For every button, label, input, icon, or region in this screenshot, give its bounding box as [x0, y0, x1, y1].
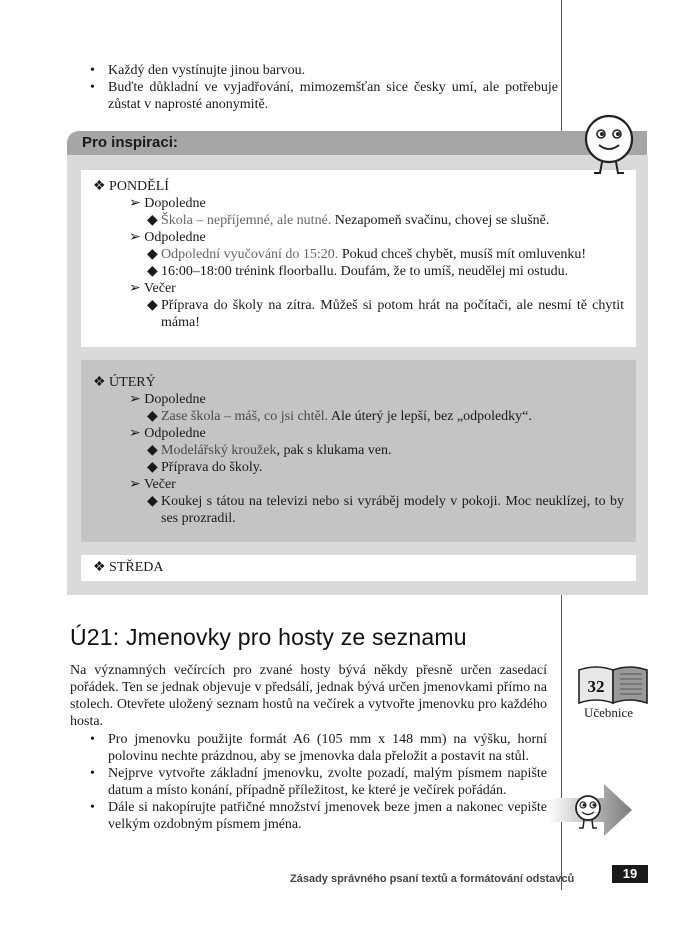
time-heading: ➢ Večer [129, 477, 176, 492]
activity-item: ◆ Příprava do školy na zítra. Můžeš si potom hrát na počítači, ale nesmí tě chytit máma! [147, 298, 624, 330]
intro-paragraph: Na významných večírcích pro zvané hosty bývá někdy přesně určen zasedací pořádek. Ten se jednak objevuje v předsálí, jednak bývá určen jmenovkami přímo na stolech. Otevřete uložený seznam hostů na večírek a vytvořte jmenovku pro každého hosta. [70, 663, 547, 729]
time-heading: ➢ Odpoledne [129, 426, 206, 441]
activity-item: ◆ Koukej s tátou na televizi nebo si vyráběj modely v pokoji. Moc neuklízej, to by ses prozradil. [147, 494, 624, 526]
list-item: • Pro jmenovku použijte formát A6 (105 mm x 148 mm) na výšku, horní polovinu nechte prázdnou, aby se jmenovka dala přeložit a postavit na stůl. [88, 731, 547, 765]
activity-item: ◆ Odpolední vyučování do 15:20. Pokud chceš chybět, musíš mít omluvenku! [147, 247, 587, 262]
monday-panel [81, 170, 636, 347]
top-bullet-list [88, 62, 558, 113]
next-arrow-mascot-icon [548, 782, 634, 838]
book-number: 32 [587, 677, 605, 696]
activity-item: ◆ 16:00–18:00 trénink floorballu. Doufám, že to umíš, neudělej mi ostudu. [147, 264, 569, 279]
page-number: 19 [612, 865, 648, 883]
footer-chapter-title: Zásady správného psaní textů a formátování odstavců [290, 873, 575, 885]
activity-item: ◆ Zase škola – máš, co jsi chtěl. Ale úterý je lepší, bez „odpoledky“. [147, 409, 532, 424]
activity-item: ◆ Škola – nepříjemné, ale nutné. Nezapomeň svačinu, chovej se slušně. [147, 213, 550, 228]
section-heading: Ú21: Jmenovky pro hosty ze seznamu [70, 624, 467, 650]
activity-item: ◆ Příprava do školy. [147, 460, 263, 475]
time-heading: ➢ Odpoledne [129, 230, 206, 245]
diamond-bullet-icon: ◆ [147, 213, 158, 228]
smiley-mascot-icon [576, 113, 642, 179]
time-heading: ➢ Dopoledne [129, 196, 206, 211]
diamond-bullet-icon: ◆ [147, 494, 158, 509]
day-heading-tuesday: ❖ ÚTERÝ [93, 375, 156, 390]
inspiration-title: Pro inspiraci: [82, 134, 178, 151]
diamond-bullet-icon: ◆ [147, 247, 158, 262]
list-item: • Nejprve vytvořte základní jmenovku, zvolte pozadí, malým písmem napište datum a místo konání, případně příležitost, ke které je večírek pořádán. [88, 765, 547, 799]
wednesday-panel [81, 555, 636, 581]
activity-item: ◆ Modelářský kroužek, pak s klukama ven. [147, 443, 392, 458]
time-heading: ➢ Dopoledne [129, 392, 206, 407]
textbook-icon [576, 665, 650, 705]
time-heading: ➢ Večer [129, 281, 176, 296]
diamond-bullet-icon: ◆ [147, 264, 158, 279]
list-item: • Buďte důkladní ve vyjadřování, mimozemšťan sice česky umí, ale potřebuje zůstat v naprosté anonymitě. [88, 79, 558, 113]
diamond-bullet-icon: ◆ [147, 298, 158, 313]
book-label: Učebnice [584, 705, 634, 720]
list-item: • Dále si nakopírujte patřičné množství jmenovek beze jmen a nakonec vepište velkým ozdobným písmem jména. [88, 799, 547, 833]
list-item: • Každý den vystínujte jinou barvou. [88, 62, 558, 79]
diamond-bullet-icon: ◆ [147, 409, 158, 424]
diamond-bullet-icon: ◆ [147, 460, 158, 475]
day-heading-monday: ❖ PONDĚLÍ [93, 179, 169, 194]
task-bullet-list [88, 731, 547, 833]
diamond-bullet-icon: ◆ [147, 443, 158, 458]
tuesday-panel [81, 360, 636, 542]
day-heading-wednesday: ❖ STŘEDA [93, 560, 164, 575]
